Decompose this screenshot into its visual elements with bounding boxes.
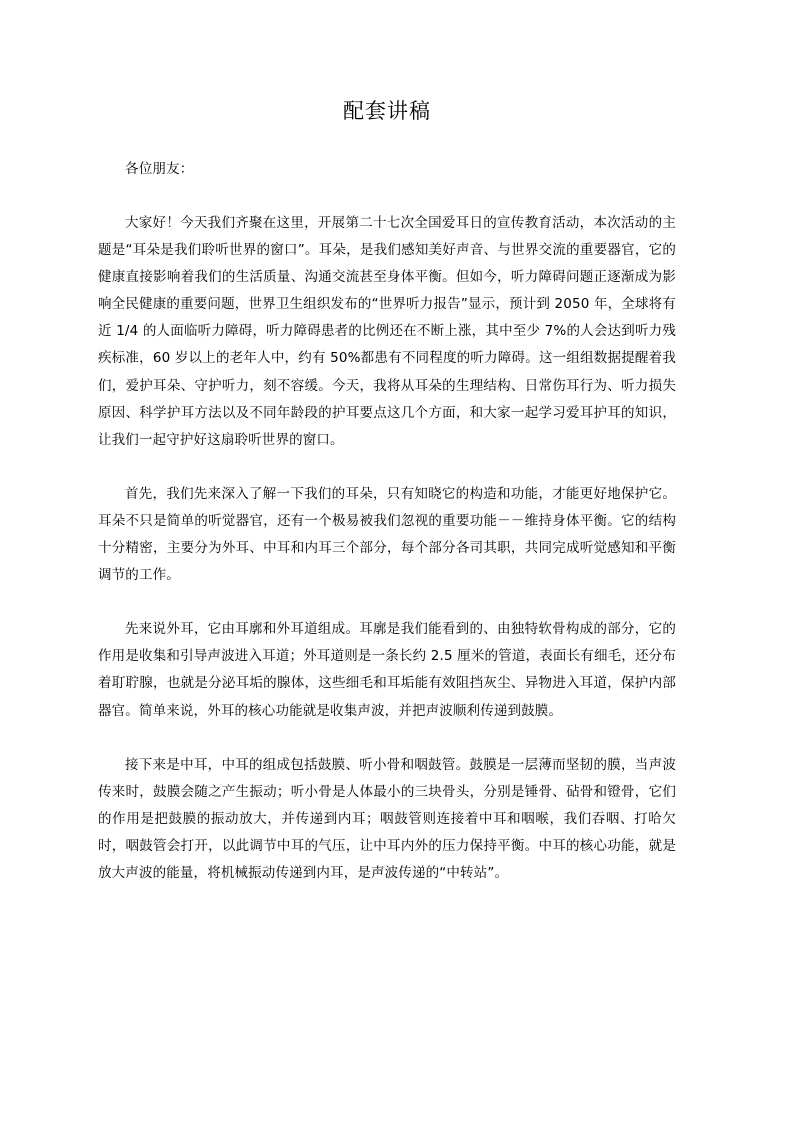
body-paragraph-2: 首先，我们先来深入了解一下我们的耳朵，只有知晓它的构造和功能，才能更好地保护它。耳朵不只是简单的听觉器官，还有一个极易被我们忽视的重要功能－－维持身体平衡。它的结构十分精密，主要分为外耳、中耳和内耳三个部分，每个部分各司其职，共同完成听觉感知和平衡调节的工作。 <box>98 485 676 584</box>
body-paragraph-4: 接下来是中耳，中耳的组成包括鼓膜、听小骨和咽鼓管。鼓膜是一层薄而坚韧的膜，当声波传来时，鼓膜会随之产生振动；听小骨是人体最小的三块骨头，分别是锤骨、砧骨和镫骨，它们的作用是把鼓膜的振动放大，并传递到内耳；咽鼓管则连接着中耳和咽喉，我们吞咽、打哈欠时，咽鼓管会打开，以此调节中耳的气压，让中耳内外的压力保持平衡。中耳的核心功能，就是放大声波的能量，将机械振动传递到内耳，是声波传递的“中转站”。 <box>98 756 676 881</box>
body-paragraph-1: 大家好！今天我们齐聚在这里，开展第二十七次全国爱耳日的宣传教育活动，本次活动的主题是“耳朵是我们聆听世界的窗口”。耳朵，是我们感知美好声音、与世界交流的重要器官，它的健康直接影响着我们的生活质量、沟通交流甚至身体平衡。但如今，听力障碍问题正逐渐成为影响全民健康的重要问题，世界卫生组织发布的“世界听力报告”显示，预计到 2050 年，全球将有近 1/4 的人面临听力障碍，听力障碍患者的比例还在不断上涨，其中至少 7%的人会达到听力残疾标准，60 岁以上的老年人中，约有 50%都患有不同程度的听力障碍。这一组组数据提醒着我们，爱护耳朵、守护听力，刻不容缓。今天，我将从耳朵的生理结构、日常伤耳行为、听力损失原因、科学护耳方法以及不同年龄段的护耳要点这几个方面，和大家一起学习爱耳护耳的知识，让我们一起守护好这扇聆听世界的窗口。 <box>98 215 676 448</box>
document-body <box>98 0 676 887</box>
body-paragraph-3: 先来说外耳，它由耳廓和外耳道组成。耳廓是我们能看到的、由独特软骨构成的部分，它的作用是收集和引导声波进入耳道；外耳道则是一条长约 2.5 厘米的管道，表面长有细毛，还分布着耵聍腺，也就是分泌耳垢的腺体，这些细毛和耳垢能有效阻挡灰尘、异物进入耳道，保护内部器官。简单来说，外耳的核心功能就是收集声波，并把声波顺利传递到鼓膜。 <box>98 621 676 719</box>
page-title: 配套讲稿 <box>343 99 431 123</box>
salutation: 各位朋友： <box>125 161 194 177</box>
